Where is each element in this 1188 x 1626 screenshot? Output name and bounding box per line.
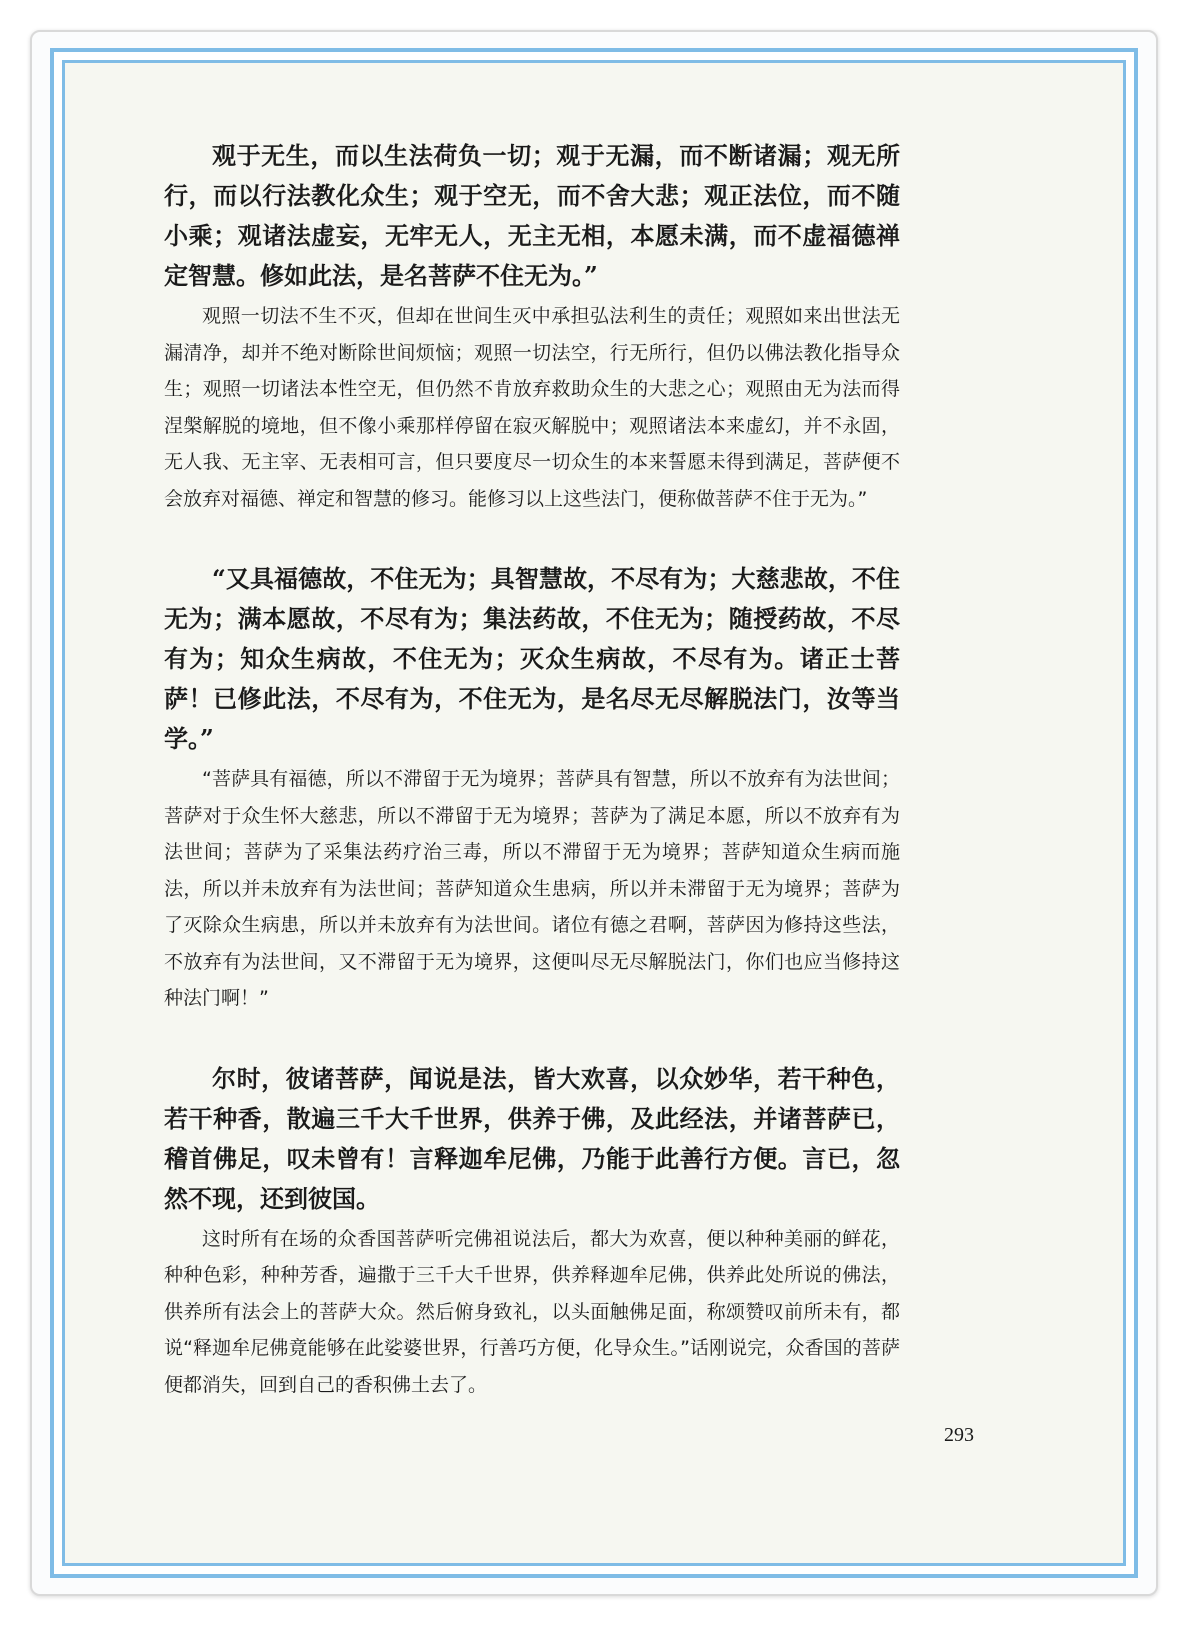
book-page [164,136,900,1403]
sutra-text: 观于无生，而以生法荷负一切；观于无漏，而不断诸漏；观无所行，而以行法教化众生；观于空无，而不舍大悲；观正法位，而不随小乘；观诸法虚妄，无牢无人，无主无相，本愿未满，而不虚福德禅定智慧。修如此法，是名菩萨不住无为。” [164,141,900,290]
translation-text: 观照一切法不生不灭，但却在世间生灭中承担弘法利生的责任；观照如来出世法无漏清净，却并不绝对断除世间烦恼；观照一切法空，行无所行，但仍以佛法教化指导众生；观照一切诸法本性空无，但仍然不肯放弃救助众生的大悲之心；观照由无为法而得涅槃解脱的境地，但不像小乘那样停留在寂灭解脱中；观照诸法本来虚幻，并不永固，无人我、无主宰、无表相可言，但只要度尽一切众生的本来誓愿未得到满足，菩萨便不会放弃对福德、禅定和智慧的修习。能修习以上这些法门，便称做菩萨不住于无为。” [164,305,900,510]
sutra-text: 尔时，彼诸菩萨，闻说是法，皆大欢喜，以众妙华，若干种色，若干种香，散遍三千大千世界，供养于佛，及此经法，并诸菩萨已，稽首佛足，叹未曾有！言释迦牟尼佛，乃能于此善行方便。言已，忽然不现，还到彼国。 [164,1063,900,1213]
sutra-text: “又具福德故，不住无为；具智慧故，不尽有为；大慈悲故，不住无为；满本愿故，不尽有为；集法药故，不住无为；随授药故，不尽有为；知众生病故，不住无为；灭众生病故，不尽有为。诸正士菩萨！已修此法，不尽有为，不住无为，是名尽无尽解脱法门，汝等当学。” [164,564,900,753]
scripture-section-2 [164,559,900,1017]
scripture-section-3 [164,1059,900,1404]
translation-text: “菩萨具有福德，所以不滞留于无为境界；菩萨具有智慧，所以不放弃有为法世间；菩萨对于众生怀大慈悲，所以不滞留于无为境界；菩萨为了满足本愿，所以不放弃有为法世间；菩萨为了采集法药疗治三毒，所以不滞留于无为境界；菩萨知道众生病而施法，所以并未放弃有为法世间；菩萨知道众生患病，所以并未滞留于无为境界；菩萨为了灭除众生病患，所以并未放弃有为法世间。诸位有德之君啊，菩萨因为修持这些法，不放弃有为法世间，又不滞留于无为境界，这便叫尽无尽解脱法门，你们也应当修持这种法门啊！” [164,768,900,1009]
scripture-section-1 [164,136,900,517]
page-number: 293 [944,1424,974,1446]
translation-text: 这时所有在场的众香国菩萨听完佛祖说法后，都大为欢喜，便以种种美丽的鲜花，种种色彩，种种芳香，遍撒于三千大千世界，供养释迦牟尼佛，供养此处所说的佛法，供养所有法会上的菩萨大众。然后俯身致礼，以头面触佛足面，称颂赞叹前所未有，都说“释迦牟尼佛竟能够在此娑婆世界，行善巧方便，化导众生。”话刚说完，众香国的菩萨便都消失，回到自己的香积佛土去了。 [164,1227,900,1396]
